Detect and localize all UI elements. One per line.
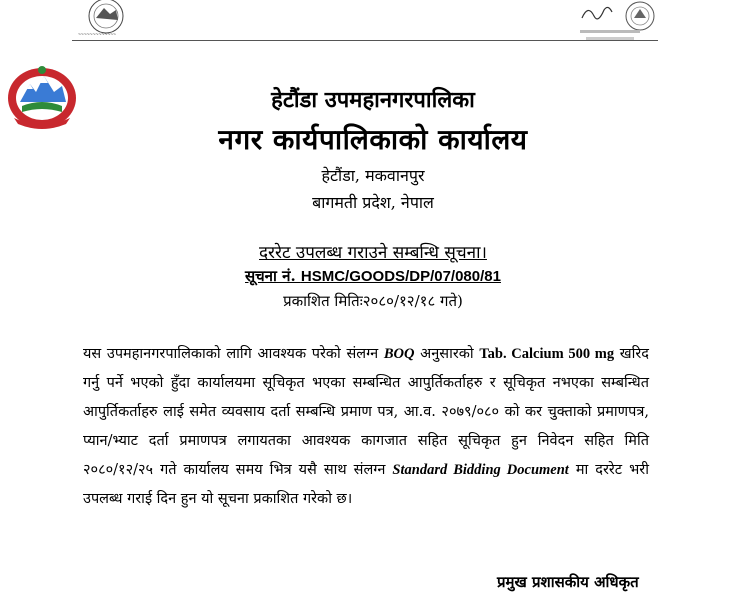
notice-number-code: HSMC/GOODS/DP/07/080/81 <box>300 268 501 285</box>
office-location: हेटौंडा, मकवानपुर <box>321 166 425 185</box>
body-part-3: खरिद गर्नु पर्ने भएको हुँदा कार्यालयमा सूचिकृत भएका सम्बन्धित आपुर्तिकर्ताहरु र सूचिकृत नभएका सम्बन्धित आपुर्तिकर्ताहरु लाई समेत व्यवसाय दर्ता सम्बन्धि प्रमाण पत्र, आ.व. २०७९/०८० को कर चुक्ताको प्रमाणपत्र, प्यान/भ्याट दर्ता प्रमाणपत्र लगायतका आवश्यक कागजात सहित सूचिकृत हुन निवेदन सहित मिति २०८०/१२/२५ गते कार्यालय समय भित्र यसै साथ संलग्न <box>83 346 649 478</box>
svg-text:~~~~~~~~~~~~~: ~~~~~~~~~~~~~ <box>78 32 116 38</box>
body-part-4: मा दररेट भरी उपलब्ध गराई दिन हुन यो सूचना प्रकाशित गरेको छ। <box>83 462 649 507</box>
municipality-name: हेटौंडा उपमहानगरपालिका <box>271 87 475 113</box>
body-part-1: यस उपमहानगरपालिकाको लागि आवश्यक परेको संलग्न <box>83 346 384 362</box>
round-seal-icon <box>74 0 132 40</box>
notice-body <box>83 340 649 514</box>
bidding-document-term: Standard Bidding Document <box>392 462 569 478</box>
notice-title: दररेट उपलब्ध गराउने सम्बन्धि सूचना। <box>259 243 487 263</box>
office-name: नगर कार्यपालिकाको कार्यालय <box>218 123 528 156</box>
notice-number <box>0 266 746 286</box>
boq-term: BOQ <box>383 346 415 362</box>
published-date: प्रकाशित मितिः२०८०/१२/१८ गते) <box>283 292 463 310</box>
header-rule <box>72 40 658 41</box>
body-part-2: अनुसारको <box>414 346 480 362</box>
signature-seal-icon <box>574 0 656 50</box>
item-name: Tab. Calcium 500 mg <box>479 346 615 362</box>
province-country: बागमती प्रदेश, नेपाल <box>312 193 434 212</box>
notice-number-prefix: सूचना नं. <box>245 267 301 285</box>
signatory-title: प्रमुख प्रशासकीय अधिकृत <box>497 573 639 591</box>
